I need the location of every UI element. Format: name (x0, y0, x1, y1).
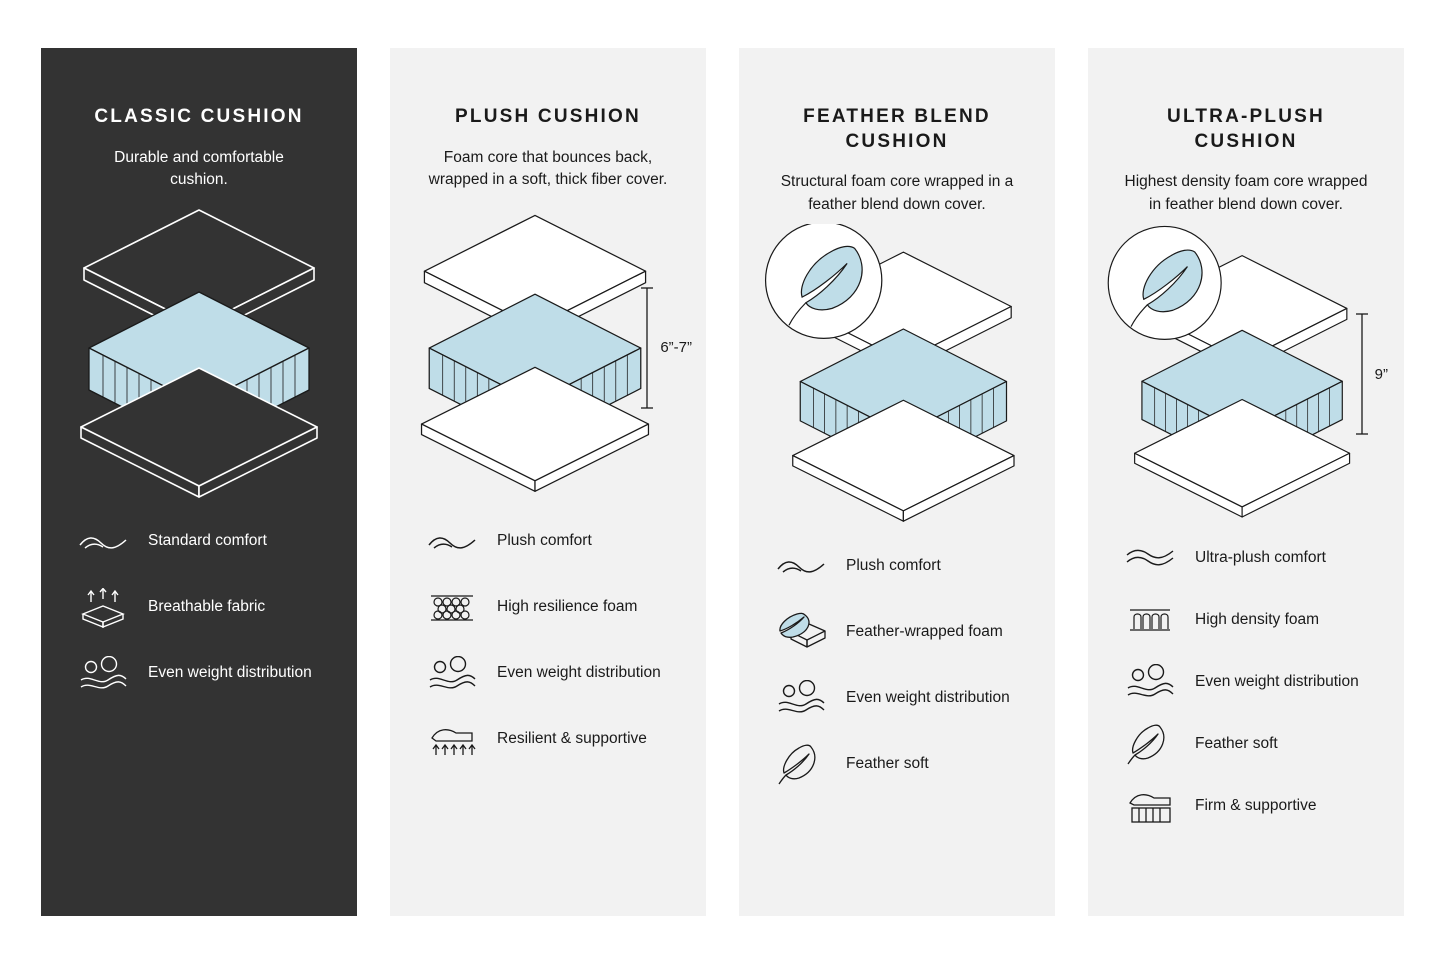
card-description: Structural foam core wrapped in a feather blend down cover. (780, 173, 1014, 213)
feature-item (1122, 784, 1382, 828)
feature-label: High density foam (1195, 610, 1320, 628)
weight-distribution-icon (773, 677, 829, 719)
feature-label: Ultra-plush comfort (1195, 548, 1326, 566)
weight-distribution-icon (424, 653, 480, 695)
feature-label: Feather-wrapped foam (846, 622, 1003, 640)
card-title: CLASSIC CUSHION (94, 106, 304, 127)
dimension-label: 9” (1374, 365, 1388, 383)
breathable-fabric-icon (75, 587, 131, 629)
high-density-foam-icon (1122, 599, 1178, 641)
feature-item (1122, 660, 1382, 704)
feature-item (1122, 598, 1382, 642)
dimension-indicator (640, 284, 692, 412)
feature-item (773, 544, 1033, 588)
cushion-exploded-illustration (759, 224, 1029, 524)
cushion-card-plush[interactable] (390, 48, 706, 916)
feature-label: Firm & supportive (1195, 796, 1317, 814)
feather-wrapped-foam-icon (773, 611, 829, 653)
feature-label: Even weight distribution (1195, 672, 1359, 690)
cushion-illustration-wrap (739, 224, 1055, 536)
feature-label: Breathable fabric (148, 598, 266, 616)
dimension-label: 6”-7” (660, 339, 692, 357)
card-description: Durable and comfortable cushion. (114, 148, 284, 189)
cushion-card-ultra-plush[interactable] (1088, 48, 1404, 916)
feature-label: Standard comfort (148, 532, 267, 550)
feature-item (773, 676, 1033, 720)
feature-label: Feather soft (1195, 734, 1278, 752)
feature-item (424, 652, 684, 696)
card-description: Foam core that bounces back, wrapped in a soft, thick fiber cover. (428, 148, 668, 189)
firm-support-icon (1122, 785, 1178, 827)
card-title: FEATHER BLEND CUSHION (803, 106, 991, 152)
honeycomb-foam-icon (424, 587, 480, 629)
feature-label: Even weight distribution (148, 664, 312, 682)
resilient-support-icon (424, 719, 480, 761)
feather-badge (765, 224, 881, 338)
card-title: PLUSH CUSHION (455, 106, 641, 127)
feature-item (1122, 722, 1382, 766)
feature-list (1088, 536, 1404, 828)
card-title: ULTRA-PLUSH CUSHION (1167, 106, 1325, 152)
feature-item (1122, 536, 1382, 580)
wave-icon (75, 521, 131, 563)
cushion-exploded-illustration (1106, 224, 1361, 524)
feature-item (424, 520, 684, 564)
feature-label: High resilience foam (497, 598, 638, 616)
wave-icon (1122, 537, 1178, 579)
feature-item (424, 718, 684, 762)
feather-icon (1122, 723, 1178, 765)
cushion-exploded-illustration (69, 200, 329, 500)
feather-badge (1109, 227, 1222, 340)
dimension-bracket (640, 284, 654, 412)
feature-item (773, 742, 1033, 786)
feature-label: Resilient & supportive (497, 730, 647, 748)
cushion-illustration-wrap (41, 200, 357, 512)
card-description: Highest density foam core wrapped in feather blend down cover. (1124, 173, 1368, 213)
wave-icon (424, 521, 480, 563)
feature-label: Even weight distribution (497, 664, 661, 682)
feather-icon (773, 743, 829, 785)
feature-label: Plush comfort (846, 556, 941, 574)
weight-distribution-icon (75, 653, 131, 695)
feature-item (75, 586, 335, 630)
cushion-card-feather-blend[interactable] (739, 48, 1055, 916)
wave-icon (773, 545, 829, 587)
feature-list (41, 520, 357, 696)
feature-list (739, 544, 1055, 786)
dimension-bracket (1355, 310, 1369, 438)
feature-label: Even weight distribution (846, 688, 1010, 706)
feature-item (75, 520, 335, 564)
feature-list (390, 520, 706, 762)
feature-item (424, 586, 684, 630)
cushion-illustration-wrap (1088, 224, 1404, 536)
cushion-exploded-illustration (410, 200, 660, 500)
cushion-card-classic[interactable] (41, 48, 357, 916)
dimension-indicator (1355, 310, 1388, 438)
feature-label: Feather soft (846, 754, 929, 772)
weight-distribution-icon (1122, 661, 1178, 703)
feature-label: Plush comfort (497, 532, 592, 550)
cushion-illustration-wrap (390, 200, 706, 512)
feature-item (773, 610, 1033, 654)
feature-item (75, 652, 335, 696)
